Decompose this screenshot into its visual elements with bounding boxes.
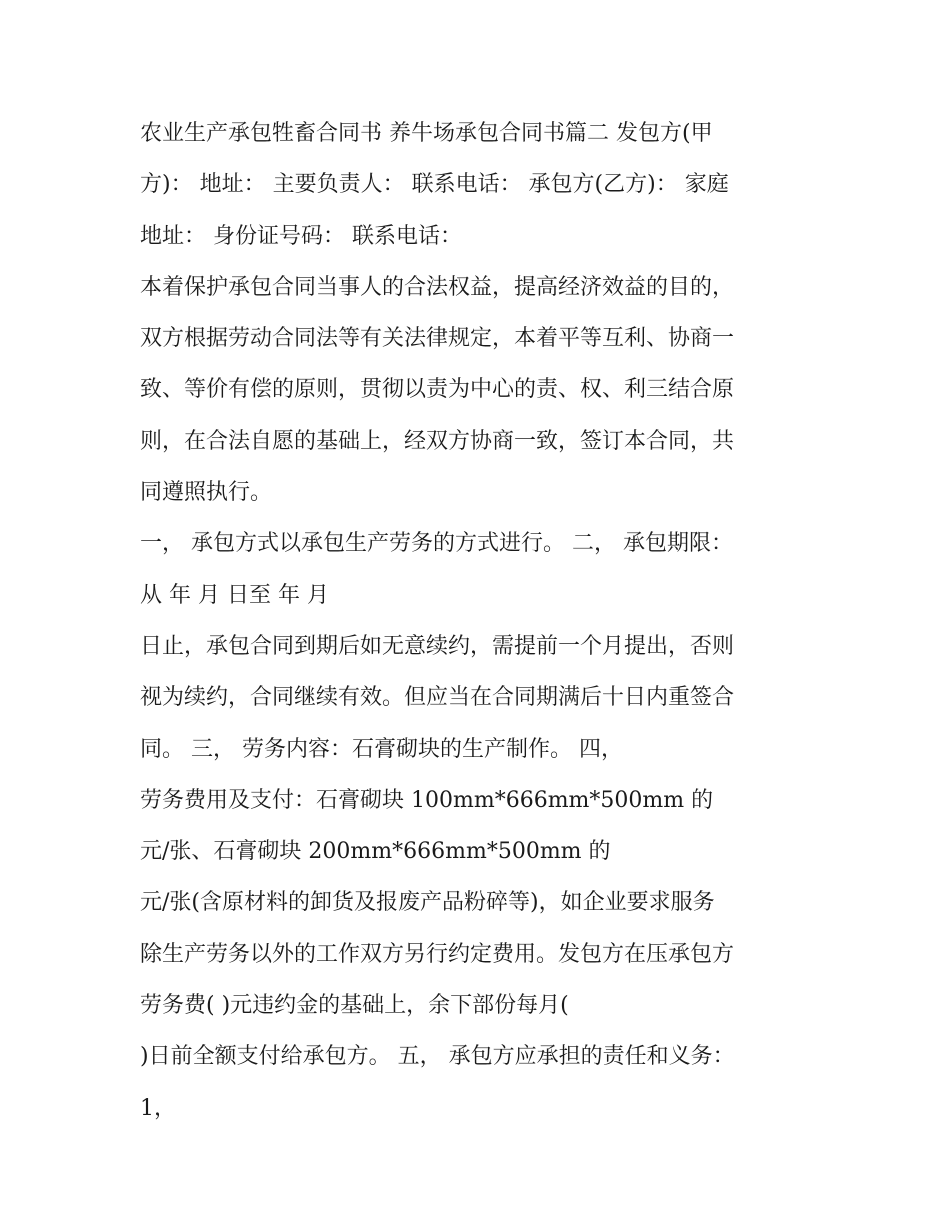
text-line: 除生产劳务以外的工作双方另行约定费用。发包方在压承包方 [140, 941, 735, 967]
text-line: 则，在合法自愿的基础上，经双方协商一致，签订本合同，共 [140, 428, 735, 454]
text-line: 元/张(含原材料的卸货及报废产品粉碎等)，如企业要求服务 [140, 890, 715, 916]
text-line: 双方根据劳动合同法等有关法律规定，本着平等互利、协商一 [140, 326, 735, 352]
text-line: 1， [140, 1095, 176, 1121]
text-line: 农业生产承包牲畜合同书 养牛场承包合同书篇二 发包方(甲 [140, 121, 713, 146]
text-line: 日止，承包合同到期后如无意续约，需提前一个月提出，否则 [140, 633, 735, 659]
text-line: 本着保护承包合同当事人的合法权益，提高经济效益的目的， [140, 274, 735, 300]
text-line: 一， 承包方式以承包生产劳务的方式进行。 二， 承包期限： [140, 531, 733, 557]
text-line: 同。 三， 劳务内容：石膏砌块的生产制作。 四， [140, 736, 623, 762]
text-line: 元/张、石膏砌块 200mm*666mm*500mm 的 [140, 839, 611, 865]
text-line: 方)： 地址： 主要负责人： 联系电话： 承包方(乙方)： 家庭 [140, 172, 729, 198]
text-line: 致、等价有偿的原则，贯彻以责为中心的责、权、利三结合原 [140, 377, 735, 403]
text-line: 地址： 身份证号码： 联系电话： [140, 223, 462, 249]
text-line: 劳务费( )元违约金的基础上，余下部份每月( [140, 993, 569, 1019]
text-line: 视为续约，合同继续有效。但应当在合同期满后十日内重签合 [140, 685, 735, 711]
text-line: )日前全额支付给承包方。 五， 承包方应承担的责任和义务： [140, 1044, 735, 1070]
text-line: 从 年 月 日至 年 月 [140, 582, 329, 608]
text-line: 劳务费用及支付：石膏砌块 100mm*666mm*500mm 的 [140, 787, 714, 813]
contract-text [140, 108, 830, 1134]
text-line: 同遵照执行。 [140, 480, 273, 506]
